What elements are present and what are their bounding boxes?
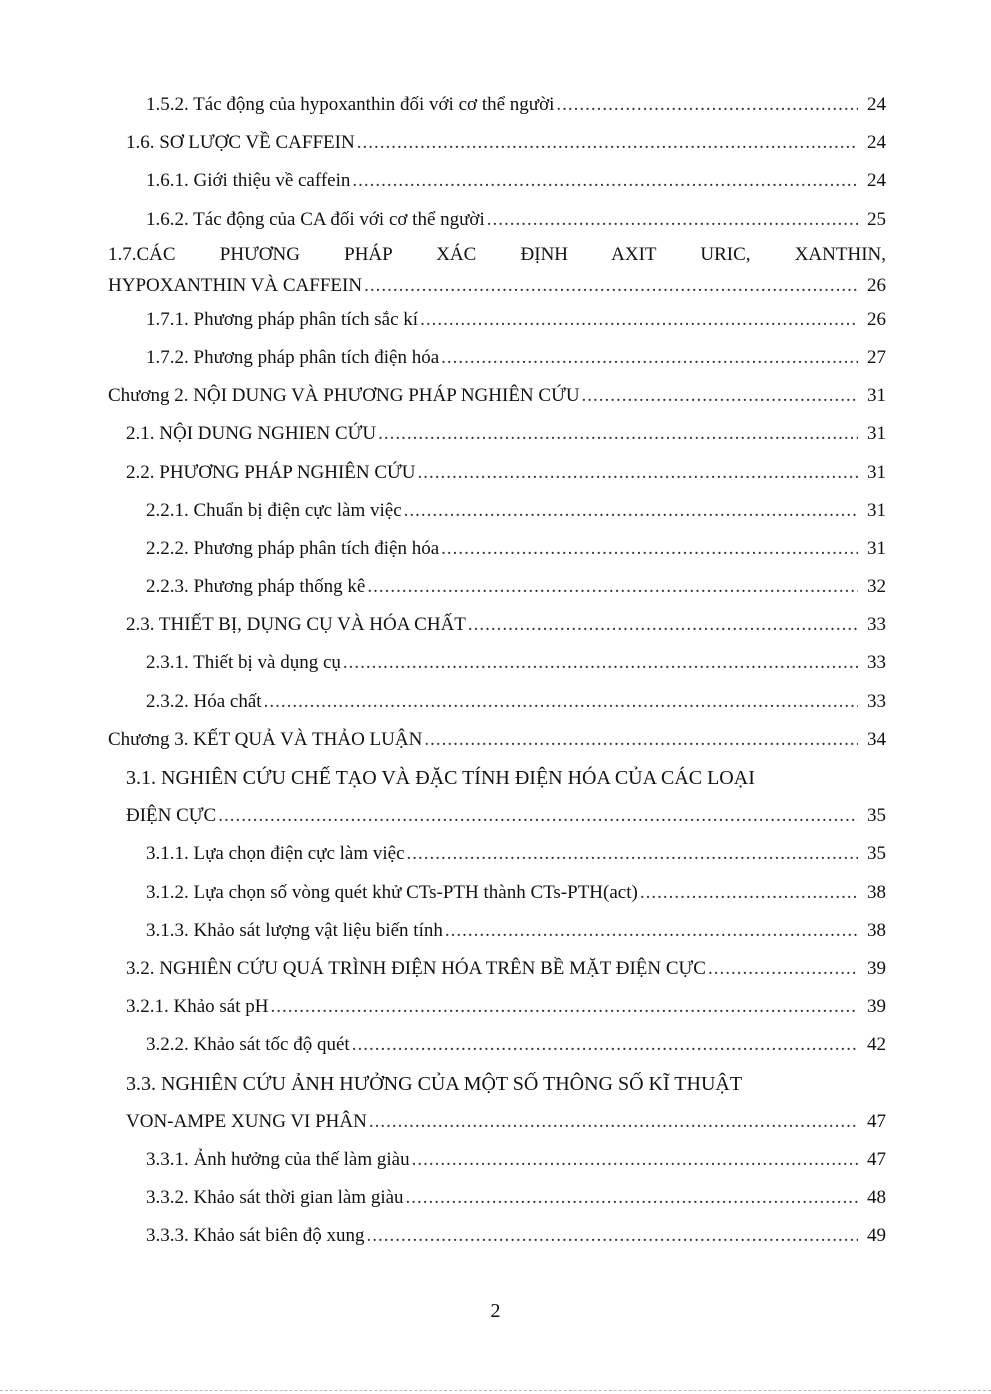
dot-leader bbox=[445, 912, 858, 950]
toc-entry-page: 33 bbox=[867, 652, 886, 674]
toc-entry-page: 42 bbox=[867, 1034, 886, 1056]
toc-entry-title: 2.2.1. Chuẩn bị điện cực làm việc bbox=[146, 499, 402, 521]
toc-entry-page: 47 bbox=[867, 1110, 886, 1132]
toc-entry-3-3-2 bbox=[108, 1179, 886, 1217]
toc-entry-1-7-2 bbox=[108, 339, 886, 377]
toc-entry-page: 24 bbox=[867, 170, 886, 192]
dot-leader bbox=[264, 683, 858, 721]
toc-entry-title: Chương 3. KẾT QUẢ VÀ THẢO LUẬN bbox=[108, 728, 423, 750]
toc-entry-1-7 bbox=[108, 239, 886, 301]
toc-entry-page: 27 bbox=[867, 346, 886, 368]
toc-entry-title: 1.6. SƠ LƯỢC VỀ CAFFEIN bbox=[126, 132, 355, 154]
toc-entry-title: 3.3.2. Khảo sát thời gian làm giàu bbox=[146, 1187, 404, 1209]
toc-entry-1-6-2 bbox=[108, 201, 886, 239]
dot-leader bbox=[412, 1141, 858, 1179]
toc-entry-title: 1.6.1. Giới thiệu về caffein bbox=[146, 170, 351, 192]
toc-entry-title: Chương 2. NỘI DUNG VÀ PHƯƠNG PHÁP NGHIÊN CỨU bbox=[108, 385, 580, 407]
page-bottom-divider bbox=[0, 1390, 991, 1391]
toc-entry-title: 1.7.2. Phương pháp phân tích điện hóa bbox=[146, 346, 440, 368]
toc-entry-title: 2.2. PHƯƠNG PHÁP NGHIÊN CỨU bbox=[126, 461, 416, 483]
dot-leader bbox=[468, 606, 858, 644]
toc-entry-page: 31 bbox=[867, 499, 886, 521]
toc-entry-page: 26 bbox=[867, 274, 886, 296]
toc-entry-3-2-2 bbox=[108, 1026, 886, 1064]
dot-leader bbox=[708, 950, 858, 988]
toc-entry-title: 3.3.1. Ảnh hưởng của thế làm giàu bbox=[146, 1148, 410, 1170]
toc-entry-title: VON-AMPE XUNG VI PHÂN bbox=[126, 1110, 367, 1132]
toc-entry-1-7-1 bbox=[108, 301, 886, 339]
dot-leader bbox=[487, 201, 858, 239]
toc-entry-2-2-3 bbox=[108, 568, 886, 606]
toc-entry-2-2-2 bbox=[108, 530, 886, 568]
toc-entry-title-line1: 3.1. NGHIÊN CỨU CHẾ TẠO VÀ ĐẶC TÍNH ĐIỆN HÓA CỦA CÁC LOẠI bbox=[126, 767, 755, 789]
toc-entry-page: 38 bbox=[867, 919, 886, 941]
toc-entry-3-3-1 bbox=[108, 1141, 886, 1179]
dot-leader bbox=[418, 454, 858, 492]
toc-entry-title: 3.2.2. Khảo sát tốc độ quét bbox=[146, 1034, 350, 1056]
toc-entry-3-2-1 bbox=[108, 988, 886, 1026]
toc-entry-title: 2.3.1. Thiết bị và dụng cụ bbox=[146, 652, 341, 674]
toc-entry-title: 2.2.2. Phương pháp phân tích điện hóa bbox=[146, 537, 440, 559]
toc-entry-page: 31 bbox=[867, 385, 886, 407]
dot-leader bbox=[424, 721, 858, 759]
dot-leader bbox=[367, 568, 858, 606]
toc-entry-2-3-1 bbox=[108, 644, 886, 682]
toc-entry-page: 24 bbox=[867, 132, 886, 154]
table-of-contents bbox=[108, 86, 886, 1255]
toc-entry-page: 39 bbox=[867, 957, 886, 979]
toc-entry-page: 24 bbox=[867, 94, 886, 115]
toc-entry-1-6-1 bbox=[108, 162, 886, 200]
toc-entry-3-1 bbox=[108, 759, 886, 835]
toc-entry-page: 35 bbox=[867, 843, 886, 865]
toc-entry-page: 48 bbox=[867, 1187, 886, 1209]
toc-entry-page: 25 bbox=[867, 208, 886, 230]
dot-leader bbox=[556, 86, 858, 124]
toc-entry-page: 32 bbox=[867, 576, 886, 598]
toc-entry-page: 49 bbox=[867, 1225, 886, 1247]
dot-leader bbox=[364, 270, 858, 301]
toc-entry-page: 33 bbox=[867, 614, 886, 636]
toc-entry-title: 2.3. THIẾT BỊ, DỤNG CỤ VÀ HÓA CHẤT bbox=[126, 614, 466, 636]
toc-entry-title: 2.1. NỘI DUNG NGHIEN CỨU bbox=[126, 423, 377, 445]
dot-leader bbox=[369, 1103, 858, 1141]
toc-entry-2-2-1 bbox=[108, 492, 886, 530]
dot-leader bbox=[270, 988, 858, 1026]
dot-leader bbox=[582, 377, 858, 415]
toc-entry-chapter-3 bbox=[108, 721, 886, 759]
toc-entry-2-1 bbox=[108, 415, 886, 453]
dot-leader bbox=[378, 415, 858, 453]
toc-entry-2-2 bbox=[108, 454, 886, 492]
toc-entry-title: 1.6.2. Tác động của CA đối với cơ thể người bbox=[146, 208, 485, 230]
toc-entry-title: ĐIỆN CỰC bbox=[126, 805, 217, 827]
toc-entry-page: 26 bbox=[867, 308, 886, 330]
toc-entry-2-3-2 bbox=[108, 683, 886, 721]
toc-entry-title: 3.3.3. Khảo sát biên độ xung bbox=[146, 1225, 365, 1247]
toc-entry-title: 3.2. NGHIÊN CỨU QUÁ TRÌNH ĐIỆN HÓA TRÊN BỀ MẶT ĐIỆN CỰC bbox=[126, 957, 706, 979]
toc-entry-3-3-3 bbox=[108, 1217, 886, 1255]
toc-entry-title-line1: 3.3. NGHIÊN CỨU ẢNH HƯỞNG CỦA MỘT SỐ THÔNG SỐ KĨ THUẬT bbox=[126, 1072, 743, 1095]
toc-entry-2-3 bbox=[108, 606, 886, 644]
toc-entry-page: 38 bbox=[867, 881, 886, 903]
dot-leader bbox=[420, 301, 858, 339]
dot-leader bbox=[441, 339, 858, 377]
toc-entry-title: 1.5.2. Tác động của hypoxanthin đối với cơ thể người bbox=[146, 94, 555, 115]
toc-entry-3-3 bbox=[108, 1065, 886, 1141]
toc-entry-title-line1: 1.7.CÁC PHƯƠNG PHÁP XÁC ĐỊNH AXIT URIC, XANTHIN, bbox=[108, 243, 886, 265]
dot-leader bbox=[352, 162, 858, 200]
toc-entry-title: HYPOXANTHIN VÀ CAFFEIN bbox=[108, 274, 363, 296]
toc-entry-page: 39 bbox=[867, 996, 886, 1018]
toc-entry-page: 47 bbox=[867, 1148, 886, 1170]
toc-entry-title: 2.3.2. Hóa chất bbox=[146, 690, 262, 712]
toc-entry-page: 35 bbox=[867, 805, 886, 827]
dot-leader bbox=[366, 1217, 858, 1255]
toc-entry-page: 31 bbox=[867, 461, 886, 483]
toc-entry-title: 1.7.1. Phương pháp phân tích sắc kí bbox=[146, 308, 419, 330]
toc-entry-title: 2.2.3. Phương pháp thống kê bbox=[146, 576, 366, 598]
toc-entry-3-1-2 bbox=[108, 874, 886, 912]
toc-entry-title: 3.1.2. Lựa chọn số vòng quét khử CTs-PTH thành CTs-PTH(act) bbox=[146, 881, 638, 903]
toc-entry-3-1-1 bbox=[108, 835, 886, 873]
toc-entry-1-6 bbox=[108, 124, 886, 162]
toc-entry-3-1-3 bbox=[108, 912, 886, 950]
toc-entry-title: 3.2.1. Khảo sát pH bbox=[126, 996, 269, 1018]
dot-leader bbox=[404, 492, 858, 530]
toc-entry-chapter-2 bbox=[108, 377, 886, 415]
toc-entry-1-5-2 bbox=[108, 86, 886, 124]
toc-entry-title: 3.1.1. Lựa chọn điện cực làm việc bbox=[146, 843, 405, 865]
dot-leader bbox=[441, 530, 858, 568]
toc-entry-page: 31 bbox=[867, 423, 886, 445]
toc-entry-page: 33 bbox=[867, 690, 886, 712]
dot-leader bbox=[352, 1026, 858, 1064]
dot-leader bbox=[357, 124, 858, 162]
toc-entry-3-2 bbox=[108, 950, 886, 988]
dot-leader bbox=[218, 797, 858, 835]
toc-entry-page: 31 bbox=[867, 537, 886, 559]
dot-leader bbox=[406, 1179, 858, 1217]
dot-leader bbox=[640, 874, 858, 912]
toc-entry-title: 3.1.3. Khảo sát lượng vật liệu biến tính bbox=[146, 919, 443, 941]
dot-leader bbox=[407, 835, 858, 873]
toc-entry-page: 34 bbox=[867, 728, 886, 750]
dot-leader bbox=[343, 644, 858, 682]
page-number: 2 bbox=[490, 1300, 501, 1322]
